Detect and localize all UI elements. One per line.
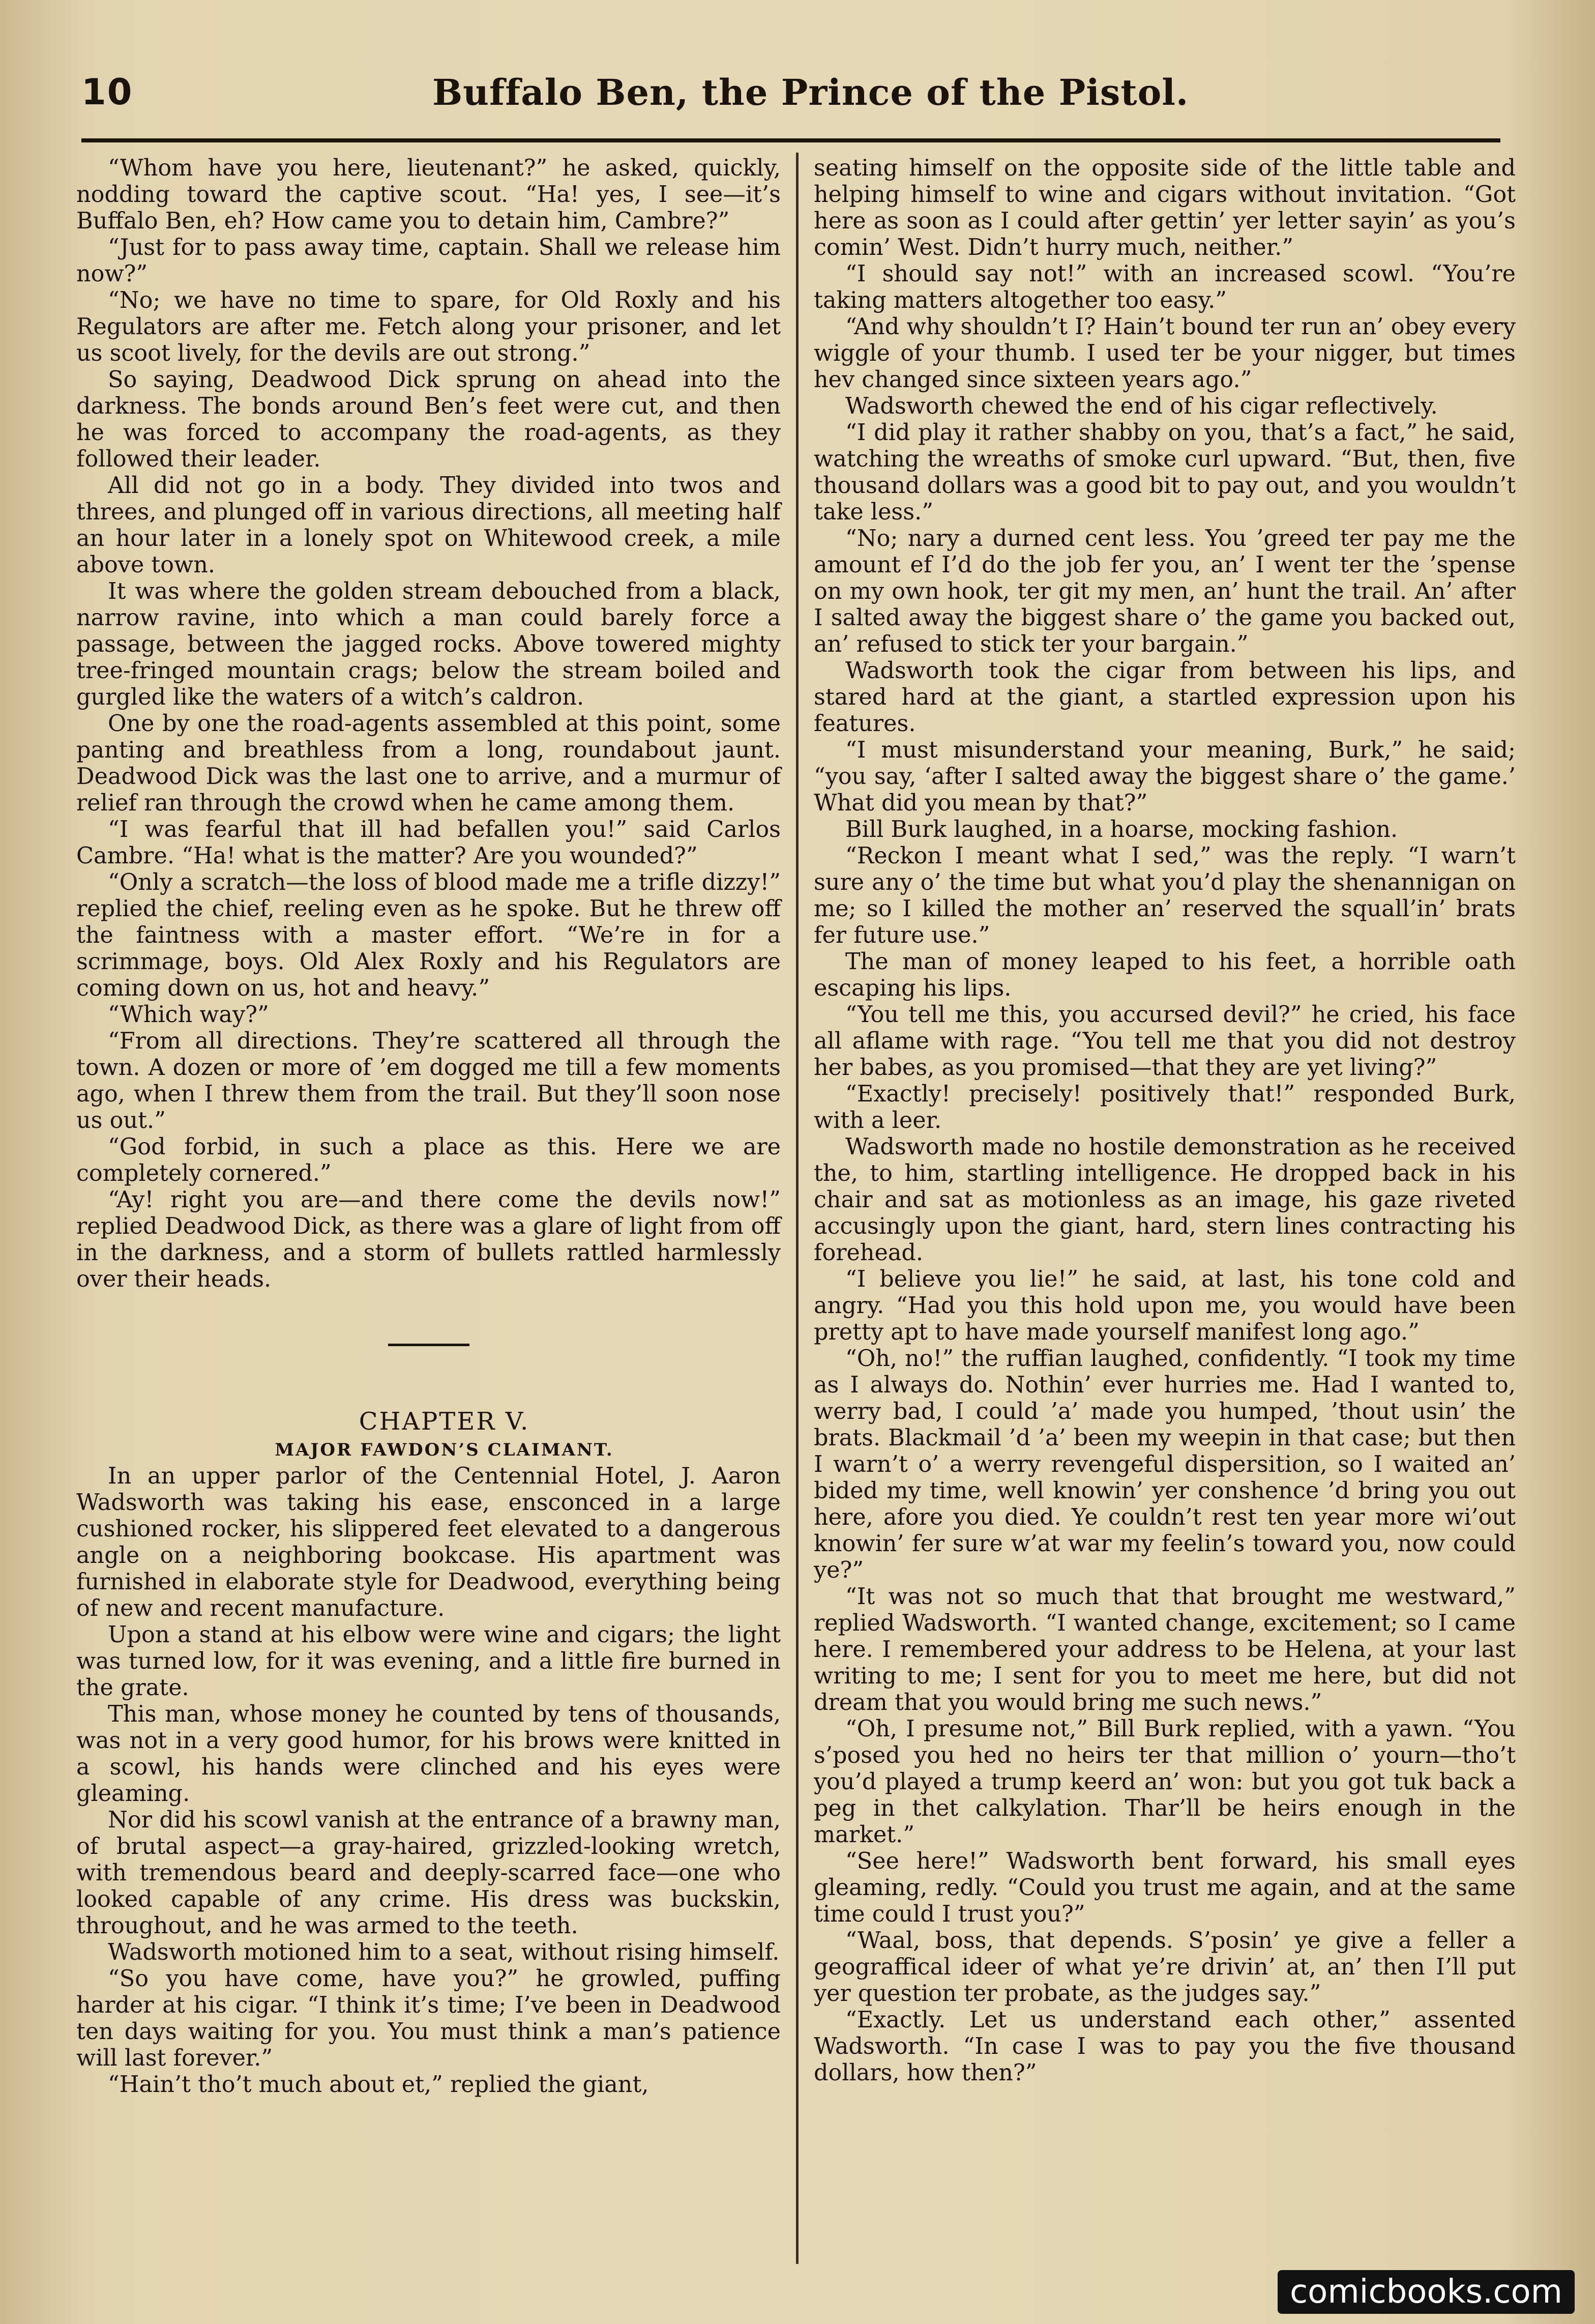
page-number: 10	[81, 71, 133, 113]
paragraph: “You tell me this, you accursed devil?” he cried, his face all aflame with rage. “You tell me that you did not destroy her babes, as you promised—that they are yet living?”	[814, 1002, 1516, 1081]
paragraph: “And why shouldn’t I? Hain’t bound ter run an’ obey every wiggle of your thumb. I used ter be your nigger, but times hev changed since sixteen years ago.”	[814, 314, 1516, 393]
paragraph: seating himself on the opposite side of the little table and helping himself to wine and cigars without invitation. “Got here as soon as I could after gettin’ yer letter sayin’ as you’s comin’ West. Didn’t hurry much, neither.”	[814, 155, 1516, 260]
paragraph: “No; nary a durned cent less. You ’greed ter pay me the amount ef I’d do the job fer you, an’ I went ter the ’spense on my own hook, ter git my men, an’ hunt the trail. An’ after I salted away the biggest share o’ the game you backed out, an’ refused to stick ter your bargain.”	[814, 526, 1516, 657]
paragraph: “See here!” Wadsworth bent forward, his small eyes gleaming, redly. “Could you trust me again, and at the same time could I trust you?”	[814, 1848, 1516, 1927]
paragraph: The man of money leaped to his feet, a horrible oath escaping his lips.	[814, 949, 1516, 1001]
paragraph: “I must misunderstand your meaning, Burk,” he said; “you say, ‘after I salted away the biggest share o’ the game.’ What did you mean by that?”	[814, 737, 1516, 816]
paragraph: “So you have come, have you?” he growled, puffing harder at his cigar. “I think it’s time; I’ve been in Deadwood ten days waiting for you. You must think a man’s patience will last forever.”	[76, 1966, 781, 2071]
paragraph: “I believe you lie!” he said, at last, his tone cold and angry. “Had you this hold upon me, you would have been pretty apt to have made yourself manifest long ago.”	[814, 1266, 1516, 1345]
paragraph: “Whom have you here, lieutenant?” he asked, quickly, nodding toward the captive scout. “Ha! yes, I see—it’s Buffalo Ben, eh? How came you to detain him, Cambre?”	[76, 155, 781, 234]
paragraph: “Which way?”	[108, 1002, 269, 1028]
paragraph: Wadsworth motioned him to a seat, without rising himself.	[108, 1939, 780, 1965]
paragraph: “Oh, I presume not,” Bill Burk replied, with a yawn. “You s’posed you hed no heirs ter that million o’ yourn—tho’t you’d played a trump keerd an’ won: but you got tuk back a peg in thet calkylation. Thar’ll be heirs enough in the market.”	[814, 1716, 1516, 1848]
running-title: Buffalo Ben, the Prince of the Pistol.	[432, 71, 1189, 113]
paragraph: “Ay! right you are—and there come the devils now!” replied Deadwood Dick, as there was a glare of light from off in the darkness, and a storm of bullets rattled harmlessly over their heads.	[76, 1187, 781, 1292]
paragraph: Nor did his scowl vanish at the entrance of a brawny man, of brutal aspect—a gray-haired, grizzled-looking wretch, with tremendous beard and deeply-scarred face—one who looked capable of any crime. His dress was buckskin, throughout, and he was armed to the teeth.	[76, 1807, 781, 1939]
paragraph: “Only a scratch—the loss of blood made me a trifle dizzy!” replied the chief, reeling even as he spoke. But he threw off the faintness with a master effort. “We’re in for a scrimmage, boys. Old Alex Roxly and his Regulators are coming down on us, hot and heavy.”	[76, 869, 781, 1001]
paragraph: Upon a stand at his elbow were wine and cigars; the light was turned low, for it was evening, and a little fire burned in the grate.	[76, 1622, 781, 1701]
paragraph: “No; we have no time to spare, for Old Roxly and his Regulators are after me. Fetch along your prisoner, and let us scoot lively, for the devils are out strong.”	[76, 287, 781, 366]
paragraph: In an upper parlor of the Centennial Hotel, J. Aaron Wadsworth was taking his ease, ensconced in a large cushioned rocker, his slippered feet elevated to a dangerous angle on a neighboring bookcase. His apartment was furnished in elaborate style for Deadwood, everything being of new and recent manufacture.	[76, 1463, 781, 1621]
paragraph: This man, whose money he counted by tens of thousands, was not in a very good humor, for his brows were knitted in a scowl, his hands were clinched and his eyes were gleaming.	[76, 1701, 781, 1807]
column-divider	[796, 153, 799, 2264]
paragraph: “Oh, no!” the ruffian laughed, confidently. “I took my time as I always do. Nothin’ ever hurries me. Had I wanted to, werry bad, I could ’a’ made you humped, ’thout usin’ the brats. Blackmail ’d ’a’ been my weepin in that case; but then I warn’t o’ a werry revengeful dispersition, so I waited an’ bided my time, well knowin’ yer conshence ’d bring you out here, afore you died. Ye couldn’t rest ten year more wi’out knowin’ fer sure w’at war my feelin’s toward you, now could ye?”	[814, 1346, 1516, 1583]
paragraph: “I was fearful that ill had befallen you!” said Carlos Cambre. “Ha! what is the matter? Are you wounded?”	[76, 817, 781, 869]
paragraph: Wadsworth made no hostile demonstration as he received the, to him, startling intelligence. He dropped back in his chair and sat as motionless as an image, his gaze riveted accusingly upon the giant, hard, stern lines contracting his forehead.	[814, 1134, 1516, 1266]
paragraph: “Reckon I meant what I sed,” was the reply. “I warn’t sure any o’ the time but what you’d play the shenannigan on me; so I killed the mother an’ reserved the squall’in’ brats fer future use.”	[814, 843, 1516, 948]
chapter-title: CHAPTER V.	[359, 1407, 530, 1436]
paragraph: “From all directions. They’re scattered all through the town. A dozen or more of ’em dogged me till a few moments ago, when I threw them from the trail. But they’ll soon nose us out.”	[76, 1028, 781, 1134]
paragraph: “I did play it rather shabby on you, that’s a fact,” he said, watching the wreaths of smoke curl upward. “But, then, five thousand dollars was a good bit to pay out, and you wouldn’t take less.”	[814, 420, 1516, 525]
paragraph: “Just for to pass away time, captain. Shall we release him now?”	[76, 235, 781, 287]
paragraph: Wadsworth chewed the end of his cigar reflectively.	[845, 393, 1438, 419]
right-column	[814, 155, 1516, 2086]
paragraph: So saying, Deadwood Dick sprung on ahead into the darkness. The bonds around Ben’s feet were cut, and then he was forced to accompany the road-agents, as they followed their leader.	[76, 367, 781, 472]
paragraph: “Waal, boss, that depends. S’posin’ ye give a feller a geograffical ideer of what ye’re drivin’ at, an’ then I’ll put yer question ter probate, as the judges say.”	[814, 1928, 1516, 2007]
chapter-subtitle: MAJOR FAWDON’S CLAIMANT.	[275, 1440, 614, 1460]
left-column	[76, 155, 781, 2098]
paragraph: “Exactly! precisely! positively that!” responded Burk, with a leer.	[814, 1081, 1516, 1134]
section-separator	[388, 1344, 469, 1346]
header-rule	[81, 138, 1500, 142]
paragraph: “I should say not!” with an increased scowl. “You’re taking matters altogether too easy.”	[814, 261, 1516, 313]
watermark-label: comicbooks.com	[1278, 2270, 1575, 2314]
paragraph: It was where the golden stream debouched from a black, narrow ravine, into which a man could barely force a passage, between the jagged rocks. Above towered mighty tree-fringed mountain crags; below the stream boiled and gurgled like the waters of a witch’s caldron.	[76, 578, 781, 710]
paragraph: All did not go in a body. They divided into twos and threes, and plunged off in various directions, all meeting half an hour later in a lonely spot on Whitewood creek, a mile above town.	[76, 473, 781, 578]
paragraph: Bill Burk laughed, in a hoarse, mocking fashion.	[845, 817, 1398, 843]
paragraph: “God forbid, in such a place as this. Here we are completely cornered.”	[76, 1134, 781, 1186]
paragraph: Wadsworth took the cigar from between his lips, and stared hard at the giant, a startled expression upon his features.	[814, 658, 1516, 737]
paragraph: “It was not so much that that brought me westward,” replied Wadsworth. “I wanted change, excitement; so I came here. I remembered your address to be Helena, at your last writing to me; I sent for you to meet me here, but did not dream that you would bring me such news.”	[814, 1584, 1516, 1716]
paragraph: One by one the road-agents assembled at this point, some panting and breathless from a long, roundabout jaunt. Deadwood Dick was the last one to arrive, and a murmur of relief ran through the crowd when he came among them.	[76, 711, 781, 816]
page-header	[81, 71, 1516, 132]
paragraph: “Hain’t tho’t much about et,” replied the giant,	[108, 2072, 649, 2098]
paragraph: “Exactly. Let us understand each other,” assented Wadsworth. “In case I was to pay you the five thousand dollars, how then?”	[814, 2007, 1516, 2086]
